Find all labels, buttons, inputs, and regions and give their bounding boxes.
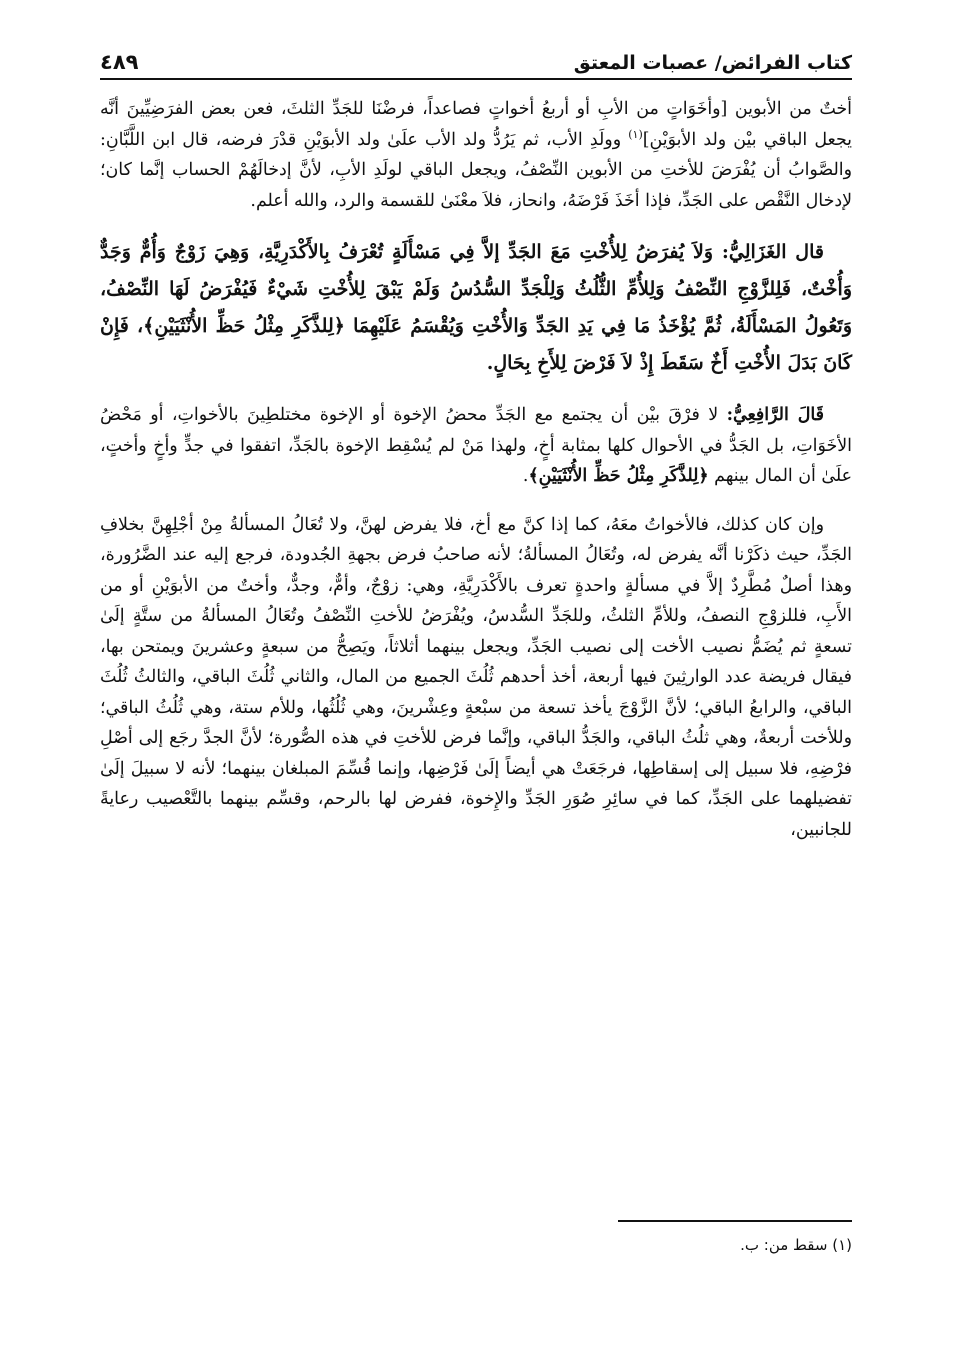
body-text	[100, 94, 852, 845]
paragraph-text: وولَدِ الأب، ثم يَرُدُّ ولد الأب علَىٰ ولد الأبوَيْنِ قدْرَ فرضه، قال ابن اللَّبَّانِ: والصَّوابُ أن يُفْرَضَ للأختِ من الأبوين النِّصْفُ، ويجعل الباقي لولَدِ الأبِ، لأنَّ إدخالَهُمْ الحساب إنَّما كان؛ لإدخال النَّقْص على الجَدِّ، فإذا أخَذَ فَرْضَهُ، وانحاز، فلاَ معْنَىٰ للقسمة والرد، والله أعلم.	[100, 129, 852, 211]
paragraph-text: لا فرْقَ بيْن أن يجتمع مع الجَدِّ محضُ الإخوة أو الإخوة مختلطِينَ بالأخواتِ، أو مَحْضُ الأخَوَاتِ، بل الجَدُّ في الأحوال كلها بمثابة أخٍ، ولهذا مَنْ لم يُسْقِط الإخوة بالجَدِّ، اتفقوا في جدٍّ وأخٍ وأختٍ، علَىٰ أن المال بينهم	[100, 405, 852, 486]
paragraph-text: وإن كان كذلك، فالأخواتُ معَهُ، كما إذا كنَّ مع أخ، فلا يفرض لهنَّ، ولا تُعَالُ المسألةُ مِنْ أجْلِهِنَّ بخلافِ الجَدِّ، حيث ذكَرْنا أنَّه يفرض له، وتُعَالُ المسألةُ؛ لأنه صاحبُ فرض بجهةِ الجُدودة، فرجع إليه عند الضَّرُورة، وهذا أصلٌ مُطَّرِدٌ إلاَّ في مسألةٍ واحدةٍ تعرف بالأَكْدَرِيَّةِ، وهي: زوْجٌ، وأمٌّ، وجدٌّ، وأختٌ من الأبوَيْنِ أو من الأَبِ، فللزوْجِ النصفُ، وللأمِّ الثلثُ، وللجَدِّ السُّدسُ، ويُفْرَضُ للأختِ النِّصْفُ وتُعَالُ المسألةُ من ستَّةٍ إلَىٰ تسعةٍ ثم يُضَمُّ نصيب الأخت إلى نصيب الجَدِّ، ويجعل بينهما أثلاثاً، ويَصِحُّ من سبعةٍ وعشرينَ ويمتحن بها، فيقال فريضة عدد الوارثِينَ فيها أربعة، أخذ أحدهم ثُلُثَ الجميع من المال، والثاني ثُلُثَ الباقي، والثالثُ ثُلُثَ الباقي، والرابعُ الباقي؛ لأنَّ الزَّوْجَ يأخذ تسعة من سبْعةٍ وعِشْرينَ، وهي ثُلُثُها، وللأم ستة، وهي ثُلُثُ الباقي؛ وللأخت أربعةٌ، وهي ثلُثُ الباقي، والجَدُّ الباقي، وإنَّما فرض للأختِ في هذه الصُّورة؛ لأنَّ الجدَّ رجَع إلى أصْلِ فرْضِهِ، فلا سبيل إلى إسقاطِها، فرجَعَتْ هي أيضاً إلَىٰ فَرْضِها، وإنما قُسِّمَ المبلغان بينهما؛ لأنه لا سبيلَ إلَىٰ تفضيلهما على الجَدِّ، كما في سائِرِ صُوَرِ الجَدِّ والإِخوة، ففرض لها بالرحم، وقسِّم بينهما بالتَّعْصيب رعايةً للجانبين،	[100, 514, 852, 840]
running-title: كتاب الفرائض/ عصبات المعتق	[573, 52, 852, 74]
page-header	[100, 30, 852, 80]
book-page	[100, 30, 852, 1330]
paragraph-continuation	[100, 94, 852, 216]
quran-quote: ﴿لِلذَّكَرِ مِثْلُ حَظِّ الأُنْثَيَيْنِ﴾	[528, 466, 709, 486]
paragraph-text: أختٌ من الأبوين [وأخَوَاتٍ من الأبِ أو أربعُ أخواتٍ فصاعداً، فرضْنَا للجَدِّ الثلثَ، فعن بعض الفرَضِيِّينَ أنَّه يجعل الباقي بيْن ولد الأبوَيْنِ]	[100, 99, 853, 150]
ghazali-matn-paragraph	[100, 234, 852, 382]
akdariyya-paragraph	[100, 510, 852, 846]
speaker-lead: قَالَ الرَّافِعِيُّ:	[726, 405, 824, 425]
page-number: ٤٨٩	[100, 50, 139, 74]
matn-text: قال الغَزَالِيُّ: وَلاَ يُفرَضُ لِلأُخْتِ مَعَ الجَدِّ إلاَّ فِي مَسْأَلَةٍ تُعْرَفُ بِالأَكْدَرِيَّةِ، وَهِيَ زَوْجٌ وَأُمٌّ وَجَدٌّ وَأُخْتٌ، فَلِلزَّوْجِ النِّصْفُ وَلِلأُمِّ الثُّلُثُ وَلِلْجَدِّ السُّدُسُ وَلَمْ يَبْقَ لِلأُخْتِ شَيْءٌ فَيُفْرَضُ لَهَا النِّصْفُ، وَتَعُولُ المَسْأَلَةُ، ثُمَّ يُؤْخَذُ مَا فِي يَدِ الجَدِّ وَالأُخْتِ وَيُقْسَمُ عَلَيْهِمَا ﴿لِلذَّكَرِ مِثْلُ حَظِّ الأُنْثَيَيْنِ﴾، فَإِنْ كَانَ بَدَلَ الأُخْتِ أَخٌ سَقَطَ إِذْ لاَ فَرْضَ لِلأَخِ بِحَالٍ.	[100, 241, 852, 374]
paragraph-text: .	[522, 466, 529, 486]
footnote-reference: (١)	[628, 127, 643, 141]
footnote-divider	[618, 1220, 852, 1222]
rafii-commentary-paragraph	[100, 400, 852, 492]
footnote: (١) سقط من: ب.	[740, 1236, 852, 1254]
